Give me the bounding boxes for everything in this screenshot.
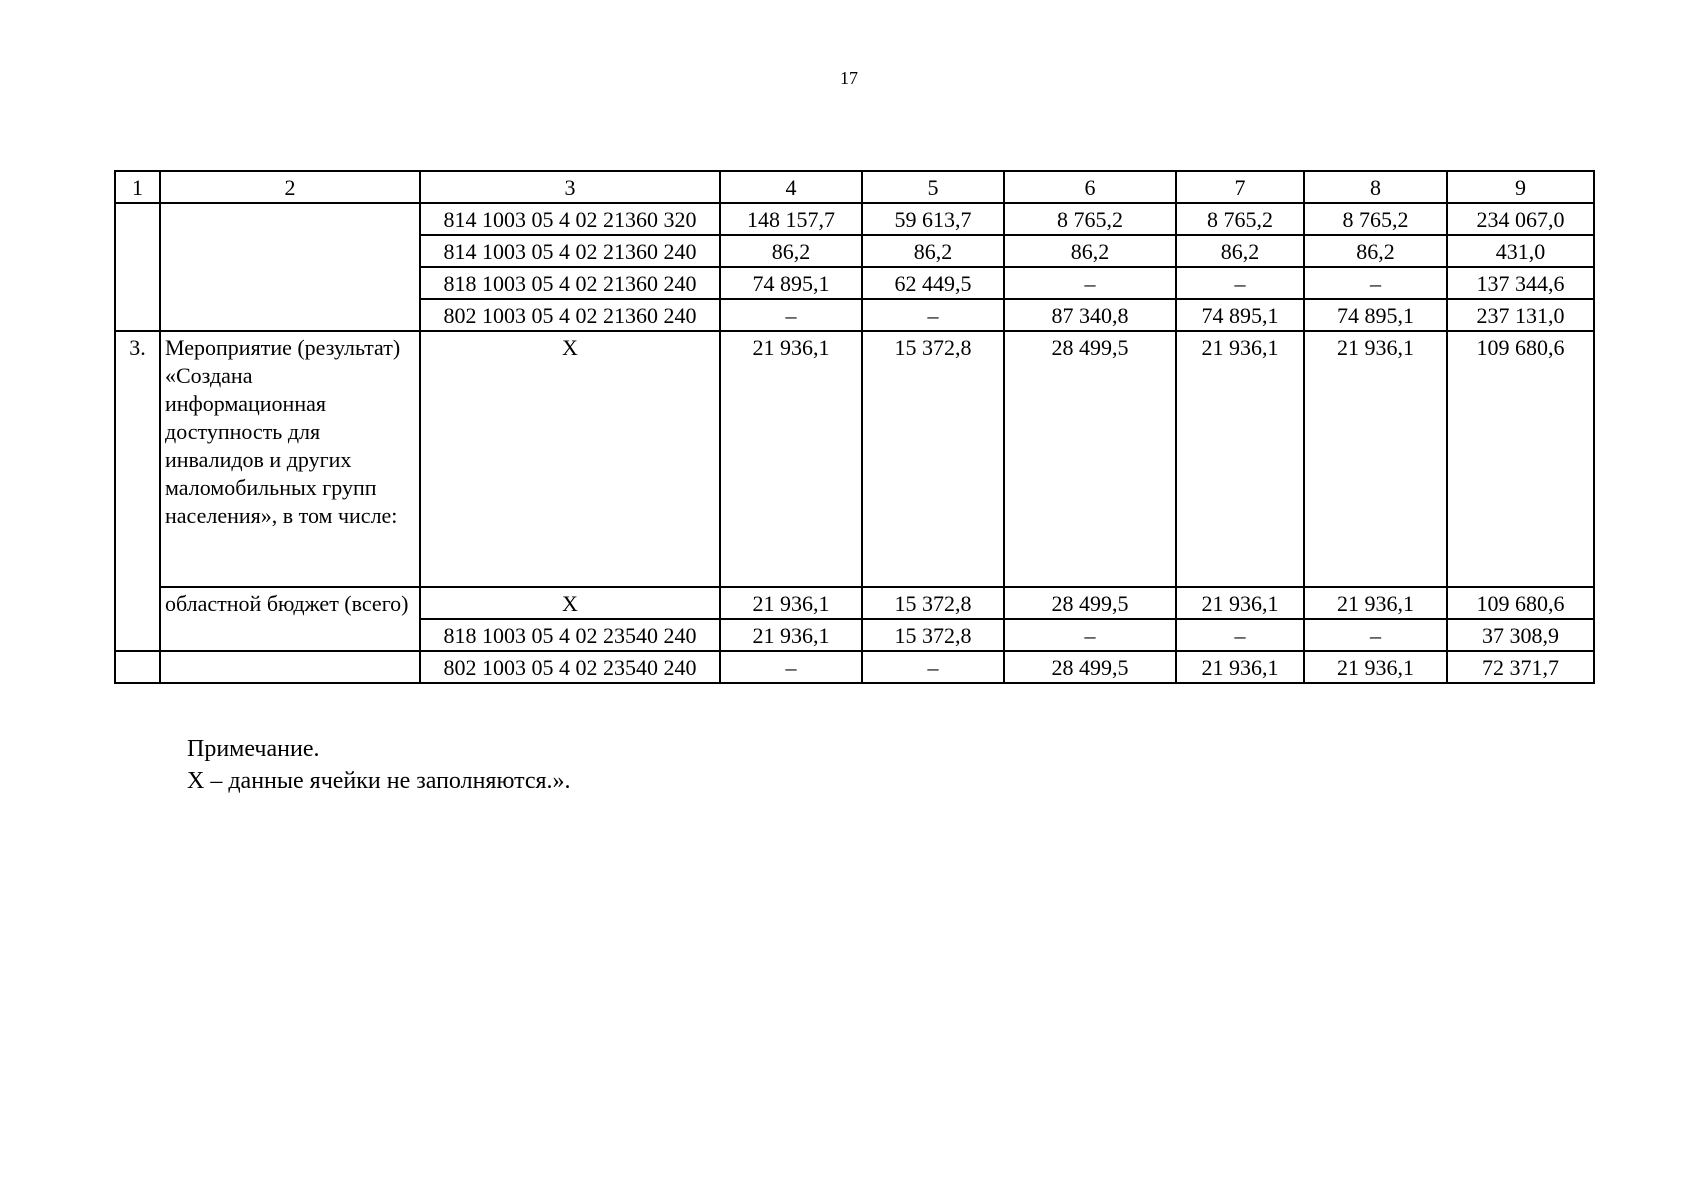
value-cell: 15 372,8 <box>862 619 1004 651</box>
note-title: Примечание. <box>187 736 320 762</box>
value-cell: 8 765,2 <box>1004 203 1176 235</box>
header-cell: 1 <box>115 171 160 203</box>
total-cell: 137 344,6 <box>1447 267 1594 299</box>
total-cell: 109 680,6 <box>1447 587 1594 619</box>
value-cell: – <box>1304 267 1447 299</box>
header-cell: 6 <box>1004 171 1176 203</box>
value-cell: 21 936,1 <box>1176 651 1304 683</box>
value-cell: – <box>1176 267 1304 299</box>
value-cell: 74 895,1 <box>1304 299 1447 331</box>
value-cell: 15 372,8 <box>862 331 1004 587</box>
value-cell: 21 936,1 <box>1176 587 1304 619</box>
value-cell: 59 613,7 <box>862 203 1004 235</box>
value-cell: 21 936,1 <box>720 331 862 587</box>
header-cell: 8 <box>1304 171 1447 203</box>
budget-code-cell: 818 1003 05 4 02 23540 240 <box>420 619 720 651</box>
total-cell: 234 067,0 <box>1447 203 1594 235</box>
value-cell: 28 499,5 <box>1004 651 1176 683</box>
header-cell: 7 <box>1176 171 1304 203</box>
header-cell: 4 <box>720 171 862 203</box>
item-number-cell: 3. <box>115 331 160 651</box>
value-cell: 21 936,1 <box>720 587 862 619</box>
value-cell: – <box>720 651 862 683</box>
value-cell: 148 157,7 <box>720 203 862 235</box>
budget-code-cell: 802 1003 05 4 02 21360 240 <box>420 299 720 331</box>
table-header-row <box>115 171 1594 203</box>
value-cell: – <box>862 651 1004 683</box>
header-cell: 3 <box>420 171 720 203</box>
empty-number-cell <box>115 203 160 331</box>
value-cell: 21 936,1 <box>1176 331 1304 587</box>
header-cell: 9 <box>1447 171 1594 203</box>
budget-code-cell: X <box>420 587 720 619</box>
value-cell: 21 936,1 <box>720 619 862 651</box>
value-cell: 21 936,1 <box>1304 651 1447 683</box>
page-number: 17 <box>840 68 858 88</box>
budget-code-cell: 818 1003 05 4 02 21360 240 <box>420 267 720 299</box>
value-cell: – <box>862 299 1004 331</box>
value-cell: 62 449,5 <box>862 267 1004 299</box>
value-cell: – <box>1304 619 1447 651</box>
empty-number-cell <box>115 651 160 683</box>
value-cell: 15 372,8 <box>862 587 1004 619</box>
total-cell: 109 680,6 <box>1447 331 1594 587</box>
value-cell: 86,2 <box>862 235 1004 267</box>
budget-code-cell: X <box>420 331 720 587</box>
empty-name-cell <box>160 203 420 331</box>
value-cell: 28 499,5 <box>1004 587 1176 619</box>
value-cell: 86,2 <box>1004 235 1176 267</box>
table-row <box>115 203 1594 235</box>
value-cell: 28 499,5 <box>1004 331 1176 587</box>
total-cell: 72 371,7 <box>1447 651 1594 683</box>
header-cell: 5 <box>862 171 1004 203</box>
value-cell: 21 936,1 <box>1304 587 1447 619</box>
value-cell: – <box>1176 619 1304 651</box>
value-cell: 87 340,8 <box>1004 299 1176 331</box>
value-cell: 21 936,1 <box>1304 331 1447 587</box>
total-cell: 237 131,0 <box>1447 299 1594 331</box>
value-cell: – <box>720 299 862 331</box>
value-cell: – <box>1004 267 1176 299</box>
budget-label-cell: областной бюджет (всего) <box>160 587 420 651</box>
budget-code-cell: 814 1003 05 4 02 21360 240 <box>420 235 720 267</box>
value-cell: 8 765,2 <box>1304 203 1447 235</box>
table-row-budget <box>115 587 1594 619</box>
value-cell: 86,2 <box>720 235 862 267</box>
total-cell: 37 308,9 <box>1447 619 1594 651</box>
budget-code-cell: 814 1003 05 4 02 21360 320 <box>420 203 720 235</box>
value-cell: 74 895,1 <box>720 267 862 299</box>
table-row <box>115 651 1594 683</box>
empty-name-cell <box>160 651 420 683</box>
table-row-item-3 <box>115 331 1594 587</box>
item-name-cell: Мероприятие (результат) «Создана информационная доступность для инвалидов и других маломобильных групп населения», в том числе: <box>160 331 420 587</box>
note-block <box>187 733 571 797</box>
note-text: X – данные ячейки не заполняются.». <box>187 768 571 794</box>
budget-code-cell: 802 1003 05 4 02 23540 240 <box>420 651 720 683</box>
header-cell: 2 <box>160 171 420 203</box>
financing-table <box>114 170 1595 684</box>
value-cell: 86,2 <box>1304 235 1447 267</box>
value-cell: 8 765,2 <box>1176 203 1304 235</box>
value-cell: 86,2 <box>1176 235 1304 267</box>
value-cell: 74 895,1 <box>1176 299 1304 331</box>
value-cell: – <box>1004 619 1176 651</box>
total-cell: 431,0 <box>1447 235 1594 267</box>
